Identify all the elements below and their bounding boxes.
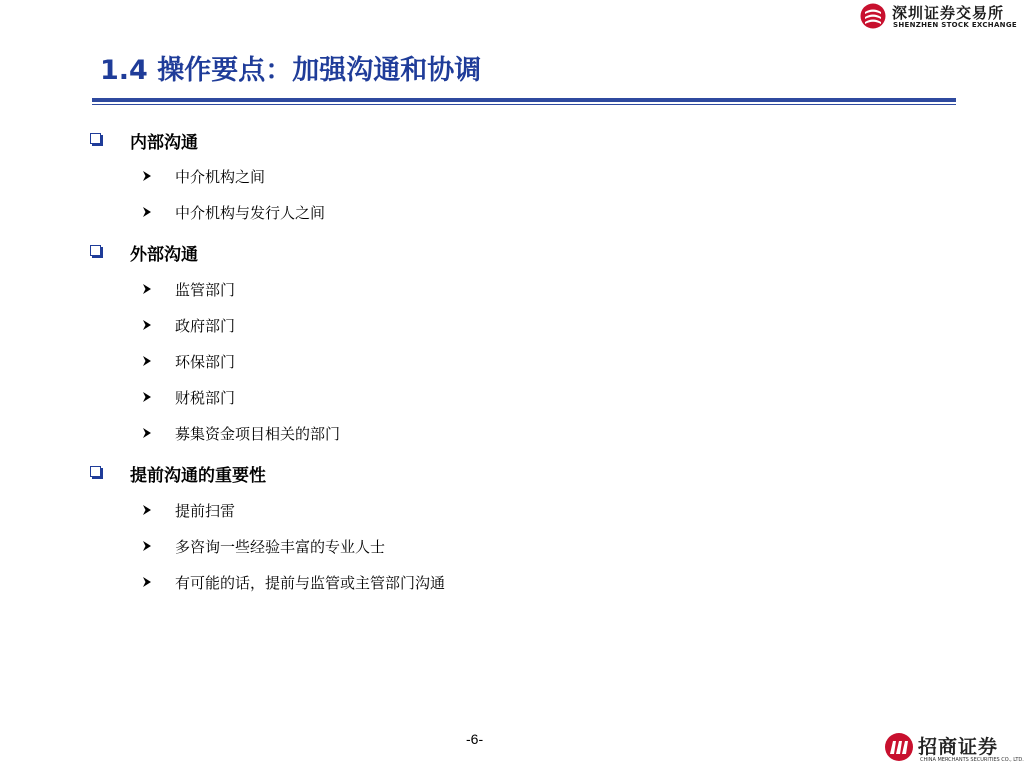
arrow-bullet-icon (142, 427, 152, 439)
arrow-bullet-icon (142, 391, 152, 403)
page-title: 1.4 操作要点：加强沟通和协调 (100, 55, 482, 86)
section-heading: 外部沟通 (130, 245, 198, 265)
list-item-label: 中介机构之间 (175, 168, 266, 186)
cm-logo-icon (884, 732, 914, 762)
arrow-bullet-icon (142, 319, 152, 331)
list-item-label: 提前扫雷 (175, 502, 236, 520)
arrow-bullet-icon (142, 576, 152, 588)
list-item-label: 有可能的话，提前与监管或主管部门沟通 (175, 574, 446, 592)
list-item-label: 财税部门 (175, 389, 236, 407)
square-bullet-icon (90, 466, 101, 477)
china-merchants-logo (882, 728, 1022, 768)
szse-logo-en: SHENZHEN STOCK EXCHANGE (893, 21, 1017, 29)
szse-logo-icon (860, 3, 886, 29)
szse-logo-cn: 深圳证券交易所 (892, 4, 1005, 22)
list-item-label: 多咨询一些经验丰富的专业人士 (175, 538, 386, 556)
title-divider-thin (92, 104, 956, 105)
section-heading: 提前沟通的重要性 (130, 466, 266, 486)
list-item-label: 募集资金项目相关的部门 (175, 425, 341, 443)
arrow-bullet-icon (142, 206, 152, 218)
arrow-bullet-icon (142, 540, 152, 552)
title-divider-thick (92, 98, 956, 102)
section-heading: 内部沟通 (130, 133, 198, 153)
list-item-label: 环保部门 (175, 353, 236, 371)
square-bullet-icon (90, 133, 101, 144)
list-item-label: 政府部门 (175, 317, 236, 335)
arrow-bullet-icon (142, 170, 152, 182)
list-item-label: 中介机构与发行人之间 (175, 204, 326, 222)
arrow-bullet-icon (142, 355, 152, 367)
arrow-bullet-icon (142, 504, 152, 516)
page-number: -6- (466, 731, 484, 747)
square-bullet-icon (90, 245, 101, 256)
szse-logo (856, 0, 1024, 34)
arrow-bullet-icon (142, 283, 152, 295)
cm-logo-cn: 招商证券 (918, 736, 999, 758)
list-item-label: 监管部门 (175, 281, 236, 299)
cm-logo-en: CHINA MERCHANTS SECURITIES CO., LTD. (920, 757, 1024, 763)
